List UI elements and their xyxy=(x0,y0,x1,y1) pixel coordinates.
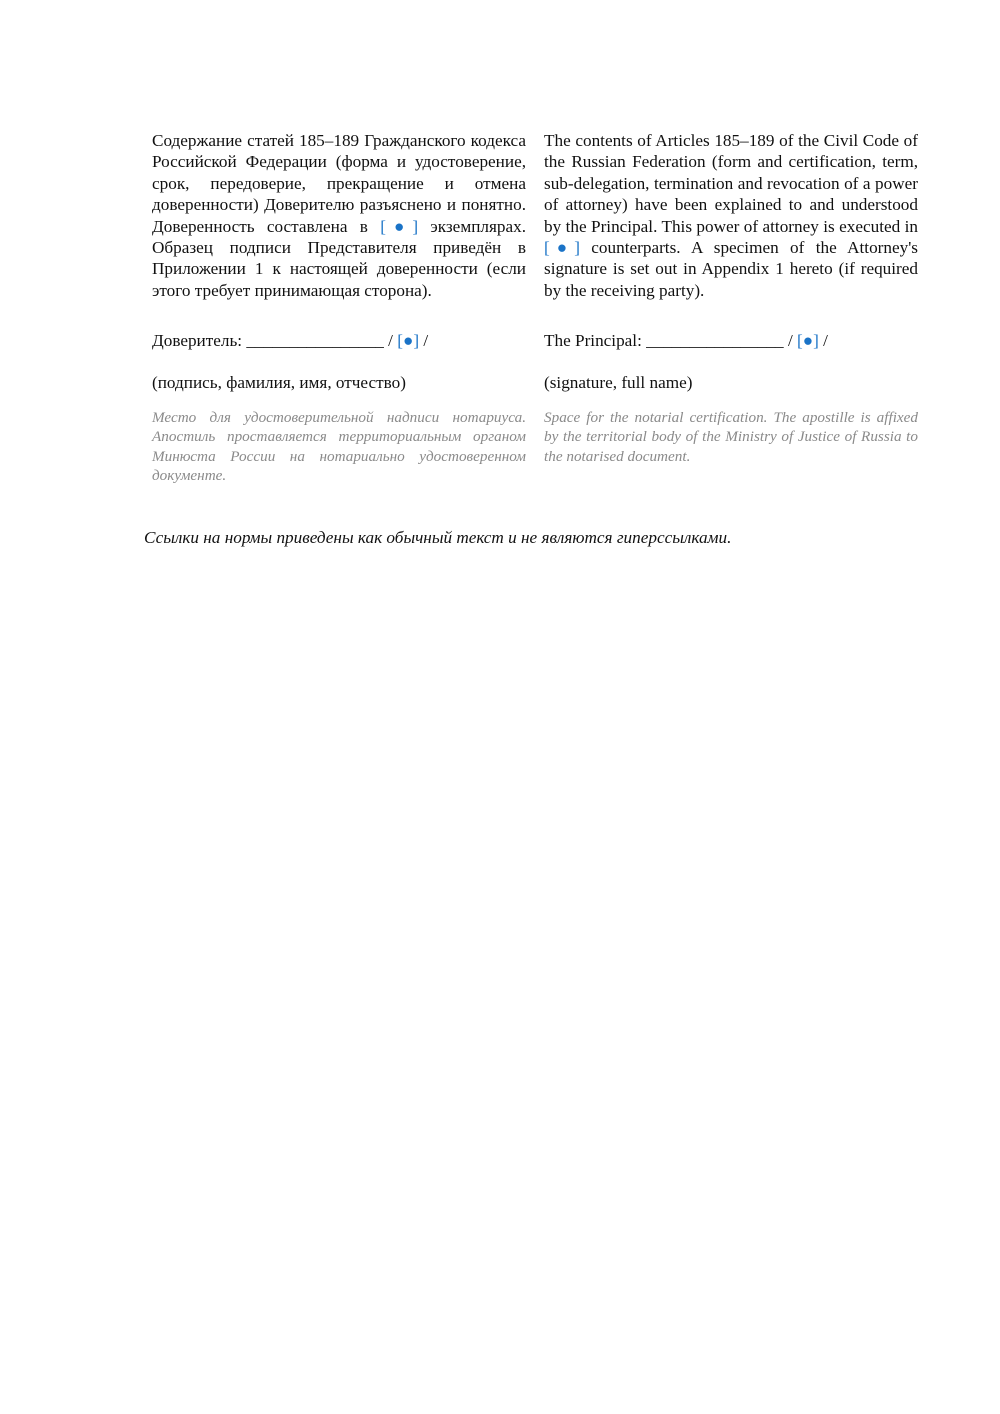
notary-note-ru: Место для удостоверительной надписи нотариуса. Апостиль проставляется территориальным органом Минюста России на нотариально удостоверенном документе. xyxy=(152,409,526,484)
document-body xyxy=(152,130,918,485)
counterparts-placeholder-en: [●] xyxy=(544,238,580,258)
signature-caption-ru: (подпись, фамилия, имя, отчество) xyxy=(152,372,406,392)
terms-text-ru-after: экземплярах. Образец подписи Представителя приведён в Приложении 1 к настоящей доверенности (если этого требует принимающая сторона). xyxy=(152,216,526,300)
terms-paragraph-ru xyxy=(152,130,526,301)
signature-line-en xyxy=(544,330,918,351)
signature-end-ru: / xyxy=(419,331,429,351)
terms-text-ru-before: Содержание статей 185–189 Гражданского кодекса Российской Федерации (форма и удостоверение, срок, передоверие, прекращение и отмена доверенности) Доверителю разъяснено и понятно. Доверенность составлена в xyxy=(152,131,526,236)
signature-end-en: / xyxy=(818,331,828,351)
signature-line-ru xyxy=(152,330,526,351)
terms-paragraph-en xyxy=(544,130,918,301)
notary-note-row xyxy=(152,408,918,485)
terms-text-en-after: counterparts. A specimen of the Attorney's signature is set out in Appendix 1 hereto (if required by the receiving party). xyxy=(544,238,918,300)
signature-caption-row xyxy=(152,372,918,393)
principal-name-placeholder-ru: [●] xyxy=(397,331,420,351)
terms-paragraph-row xyxy=(152,130,918,301)
principal-name-placeholder-en: [●] xyxy=(797,331,819,351)
signature-caption-en: (signature, full name) xyxy=(544,372,693,392)
signature-label-en: The Principal: ________________ / xyxy=(544,331,798,351)
counterparts-placeholder-ru: [●] xyxy=(380,216,419,236)
terms-text-en-before: The contents of Articles 185–189 of the Civil Code of the Russian Federation (form and certification, term, sub-delegation, termination and revocation of a power of attorney) have been explained to and understood by the Principal. This power of attorney is executed in xyxy=(544,131,918,236)
footnote: Ссылки на нормы приведены как обычный текст и не являются гиперссылками. xyxy=(144,528,732,547)
signature-label-ru: Доверитель: ________________ / xyxy=(152,331,398,351)
notary-note-en: Space for the notarial certification. The apostille is affixed by the territorial body of the Ministry of Justice of Russia to the notarised document. xyxy=(544,409,918,465)
signature-row xyxy=(152,330,918,351)
